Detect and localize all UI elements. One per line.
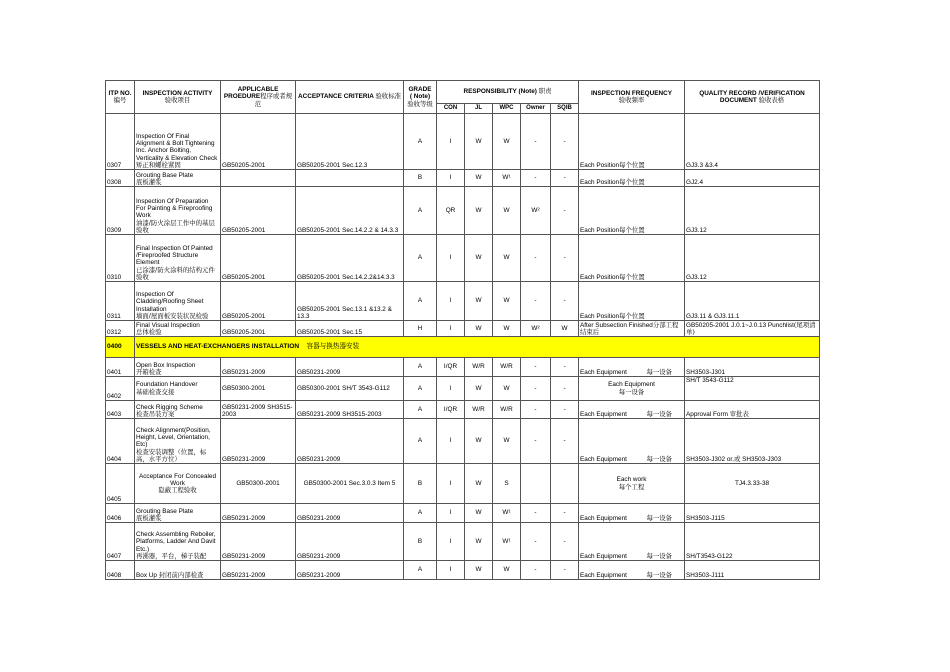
col-owner: Owner [521, 104, 551, 114]
cell-procedure: GB50205-2001 [221, 321, 296, 337]
cell-owner: - [521, 419, 551, 464]
cell-procedure: GB50205-2001 [221, 235, 296, 282]
cell-wpc: W [493, 377, 521, 401]
cell-activity: Inspection Of Final Alignment & Bolt Tightening Inc. Anchor Bolting, Verticality & Elevation Check 矫正和螺栓紧固 [135, 114, 221, 170]
cell-procedure: GB50231-2009 [221, 358, 296, 377]
cell-jl: W/R [465, 401, 493, 419]
cell-sqib: - [551, 377, 579, 401]
cell-procedure: GB50231-2009 [221, 419, 296, 464]
cell-acceptance: GB50205-2001 Sec.13.1 &13.2 & 13.3 [296, 282, 404, 321]
cell-wpc: W¹ [493, 504, 521, 523]
cell-record: GJ3.3 &3.4 [685, 114, 820, 170]
cell-record: GJ2.4 [685, 170, 820, 187]
table-row [106, 321, 820, 337]
cell-activity: Inspection Of Preparation For Painting & Fireproofing Work 油漆/防火涂层工作中的基层验收 [135, 187, 221, 235]
cell-grade: B [404, 464, 437, 504]
cell-grade: A [404, 114, 437, 170]
cell-activity: Acceptance For Concealed Work 隐蔽工程验收 [135, 464, 221, 504]
cell-frequency: Each Equipment 每一设备 [579, 377, 685, 401]
cell-acceptance: GB50231-2009 [296, 419, 404, 464]
cell-con: I [437, 235, 465, 282]
table-row [106, 464, 820, 504]
cell-jl: W [465, 377, 493, 401]
cell-wpc: W¹ [493, 523, 521, 561]
col-frequency: INSPECTION FREQUENCY 验收频率 [579, 81, 685, 114]
cell-con: I/QR [437, 401, 465, 419]
cell-record: GJ3.12 [685, 187, 820, 235]
cell-activity: Grouting Base Plate 底板灌浆 [135, 504, 221, 523]
cell-frequency: Each Equipment 每一设备 [579, 523, 685, 561]
cell-sqib: - [551, 187, 579, 235]
cell-procedure: GB50205-2001 [221, 114, 296, 170]
table-row [106, 504, 820, 523]
cell-con: I [437, 377, 465, 401]
cell-con: I [437, 464, 465, 504]
col-sqib: SQIB [551, 104, 579, 114]
cell-con: I [437, 523, 465, 561]
cell-owner: - [521, 282, 551, 321]
cell-no: 0405 [106, 464, 135, 504]
cell-grade: A [404, 377, 437, 401]
cell-owner: - [521, 114, 551, 170]
cell-activity: Grouting Base Plate 底板灌浆 [135, 170, 221, 187]
cell-sqib: - [551, 114, 579, 170]
itp-sheet [105, 80, 819, 580]
cell-acceptance: GB50300-2001 SH/T 3543-G112 [296, 377, 404, 401]
table-row [106, 282, 820, 321]
cell-wpc: W [493, 561, 521, 580]
cell-con: I/QR [437, 358, 465, 377]
table-body [106, 114, 820, 580]
cell-owner: - [521, 358, 551, 377]
cell-activity: Check Alignment(Position, Height, Level, Orientation, Etc) 检查安装调整（位置，标高，水平方位） [135, 419, 221, 464]
cell-owner: - [521, 504, 551, 523]
col-itp-no: ITP NO. 编号 [106, 81, 135, 114]
itp-table [105, 80, 820, 580]
cell-procedure: GB50231-2009 [221, 504, 296, 523]
cell-activity: Open Box Inspection 开箱检查 [135, 358, 221, 377]
cell-con: I [437, 504, 465, 523]
cell-acceptance: GB50300-2001 Sec.3.0.3 Item 5 [296, 464, 404, 504]
cell-no: 0307 [106, 114, 135, 170]
col-responsibility: RESPONSIBILITY (Note) 职责 [437, 81, 579, 104]
cell-jl: W [465, 321, 493, 337]
cell-sqib: - [551, 419, 579, 464]
cell-jl: W [465, 561, 493, 580]
cell-grade: A [404, 504, 437, 523]
cell-wpc: S [493, 464, 521, 504]
cell-wpc: W [493, 282, 521, 321]
col-activity: INSPECTION ACTIVITY 验收项目 [135, 81, 221, 114]
cell-acceptance: GB50205-2001 Sec.14.2.2 & 14.3.3 [296, 187, 404, 235]
cell-owner: - [521, 523, 551, 561]
cell-grade: A [404, 187, 437, 235]
cell-activity: Final Inspection Of Painted /Fireproofed Structure Element 已涂漆/防火涂料的结构元件验收 [135, 235, 221, 282]
col-jl: JL [465, 104, 493, 114]
cell-con: QR [437, 187, 465, 235]
cell-procedure: GB50231-2009 SH3515-2003 [221, 401, 296, 419]
cell-acceptance: GB50231-2009 SH3515-2003 [296, 401, 404, 419]
cell-sqib: - [551, 504, 579, 523]
cell-frequency: Each Position每个位置 [579, 170, 685, 187]
cell-record: TJ4.3.33-38 [685, 464, 820, 504]
table-row [106, 419, 820, 464]
cell-frequency: Each Equipment 每一设备 [579, 561, 685, 580]
col-wpc: WPC [493, 104, 521, 114]
cell-no: 0402 [106, 377, 135, 401]
cell-grade: A [404, 419, 437, 464]
cell-sqib: - [551, 235, 579, 282]
cell-acceptance: GB50231-2009 [296, 358, 404, 377]
cell-procedure: GB50300-2001 [221, 464, 296, 504]
section-row [106, 337, 820, 358]
cell-no: 0406 [106, 504, 135, 523]
cell-no: 0311 [106, 282, 135, 321]
cell-owner: - [521, 170, 551, 187]
cell-grade: A [404, 401, 437, 419]
cell-grade: A [404, 358, 437, 377]
table-row [106, 170, 820, 187]
col-grade: GRADE ( Note) 验收等级 [404, 81, 437, 114]
table-row [106, 377, 820, 401]
cell-sqib: - [551, 358, 579, 377]
cell-owner: W² [521, 321, 551, 337]
cell-no: 0404 [106, 419, 135, 464]
cell-jl: W [465, 187, 493, 235]
cell-acceptance: GB50205-2001 Sec.14.2.2&14.3.3 [296, 235, 404, 282]
cell-record: SH3503-J302 or.或 SH3503-J303 [685, 419, 820, 464]
cell-acceptance: GB50205-2001 Sec.15 [296, 321, 404, 337]
cell-jl: W [465, 464, 493, 504]
cell-grade: B [404, 170, 437, 187]
cell-acceptance: GB50231-2009 [296, 561, 404, 580]
cell-wpc: W [493, 321, 521, 337]
cell-con: I [437, 282, 465, 321]
cell-frequency: Each Equipment 每一设备 [579, 358, 685, 377]
cell-procedure [221, 170, 296, 187]
cell-con: I [437, 321, 465, 337]
cell-sqib: - [551, 523, 579, 561]
cell-no: 0403 [106, 401, 135, 419]
table-row [106, 523, 820, 561]
cell-no: 0408 [106, 561, 135, 580]
cell-activity: Check Rigging Scheme 检查吊装方案 [135, 401, 221, 419]
cell-record: SH3503-J111 [685, 561, 820, 580]
cell-procedure: GB50231-2009 [221, 523, 296, 561]
cell-con: I [437, 419, 465, 464]
cell-procedure: GB50205-2001 [221, 187, 296, 235]
cell-procedure: GB50231-2009 [221, 561, 296, 580]
table-row [106, 561, 820, 580]
table-header [106, 81, 820, 114]
cell-sqib: - [551, 401, 579, 419]
cell-record: GJ3.12 [685, 235, 820, 282]
cell-con: I [437, 170, 465, 187]
cell-owner: - [521, 235, 551, 282]
table-row [106, 187, 820, 235]
cell-wpc: W [493, 187, 521, 235]
cell-acceptance: GB50231-2009 [296, 504, 404, 523]
cell-frequency: After Subsection Finished分部工程结束后 [579, 321, 685, 337]
section-title: VESSELS AND HEAT-EXCHANGERS INSTALLATION 容器与换热器安装 [135, 337, 820, 358]
cell-frequency: Each Position每个位置 [579, 282, 685, 321]
cell-grade: A [404, 235, 437, 282]
cell-con: I [437, 561, 465, 580]
cell-jl: W [465, 504, 493, 523]
cell-frequency: Each Position每个位置 [579, 187, 685, 235]
table-row [106, 401, 820, 419]
section-no: 0400 [106, 337, 135, 358]
cell-record: GB50205-2001 J.0.1~J.0.13 Punchlist(尾项清单) [685, 321, 820, 337]
cell-sqib [551, 464, 579, 504]
cell-activity: Check Assembling Reboiler, Platforms, Ladder And Davit Etc.) 再沸器，平台，梯子装配 [135, 523, 221, 561]
cell-record: SH/T 3543-G112 [685, 377, 820, 401]
cell-jl: W [465, 114, 493, 170]
cell-grade: A [404, 282, 437, 321]
cell-activity: Final Visual Inspection 总体检验 [135, 321, 221, 337]
cell-grade: A [404, 561, 437, 580]
cell-acceptance: GB50231-2009 [296, 523, 404, 561]
cell-no: 0310 [106, 235, 135, 282]
cell-owner: - [521, 561, 551, 580]
cell-jl: W [465, 235, 493, 282]
cell-acceptance: GB50205-2001 Sec.12.3 [296, 114, 404, 170]
cell-record: SH3503-J115 [685, 504, 820, 523]
table-row [106, 114, 820, 170]
cell-owner: - [521, 401, 551, 419]
cell-grade: H [404, 321, 437, 337]
cell-wpc: W/R [493, 401, 521, 419]
cell-frequency: Each Position每个位置 [579, 235, 685, 282]
cell-sqib: W [551, 321, 579, 337]
cell-record: GJ3.11 & GJ3.11.1 [685, 282, 820, 321]
cell-sqib: - [551, 282, 579, 321]
cell-frequency: Each Position每个位置 [579, 114, 685, 170]
col-record: QUALITY RECORD /VERIFICATION DOCUMENT 验收表格 [685, 81, 820, 114]
table-row [106, 358, 820, 377]
cell-jl: W [465, 282, 493, 321]
cell-record: SH/T3543-G122 [685, 523, 820, 561]
cell-jl: W [465, 419, 493, 464]
col-acceptance: ACCEPTANCE CRITERIA 验收标准 [296, 81, 404, 114]
cell-frequency: Each Equipment 每一设备 [579, 419, 685, 464]
cell-wpc: W/R [493, 358, 521, 377]
cell-sqib: - [551, 170, 579, 187]
cell-acceptance [296, 170, 404, 187]
cell-no: 0309 [106, 187, 135, 235]
cell-wpc: W [493, 419, 521, 464]
cell-owner: - [521, 377, 551, 401]
cell-frequency: Each Equipment 每一设备 [579, 504, 685, 523]
cell-con: I [437, 114, 465, 170]
col-con: CON [437, 104, 465, 114]
cell-no: 0312 [106, 321, 135, 337]
cell-frequency: Each Equipment 每一设备 [579, 401, 685, 419]
col-procedure: APPLICABLE PROEDURE程序或者规范 [221, 81, 296, 114]
cell-activity: Foundation Handover 基础检查交接 [135, 377, 221, 401]
cell-activity: Box Up 封闭前内部检查 [135, 561, 221, 580]
cell-jl: W [465, 170, 493, 187]
cell-activity: Inspection Of Cladding/Roofing Sheet Installation 墙面/屋面板安装状况检验 [135, 282, 221, 321]
cell-no: 0308 [106, 170, 135, 187]
cell-sqib: - [551, 561, 579, 580]
table-row [106, 235, 820, 282]
cell-jl: W/R [465, 358, 493, 377]
cell-record: SH3503-J301 [685, 358, 820, 377]
cell-grade: B [404, 523, 437, 561]
cell-procedure: GB50300-2001 [221, 377, 296, 401]
cell-wpc: W [493, 114, 521, 170]
cell-record: Approval Form 审批表 [685, 401, 820, 419]
cell-no: 0401 [106, 358, 135, 377]
cell-owner [521, 464, 551, 504]
cell-owner: W² [521, 187, 551, 235]
cell-jl: W [465, 523, 493, 561]
cell-wpc: W [493, 235, 521, 282]
cell-no: 0407 [106, 523, 135, 561]
cell-frequency: Each work 每个工程 [579, 464, 685, 504]
cell-wpc: W¹ [493, 170, 521, 187]
cell-procedure: GB50205-2001 [221, 282, 296, 321]
